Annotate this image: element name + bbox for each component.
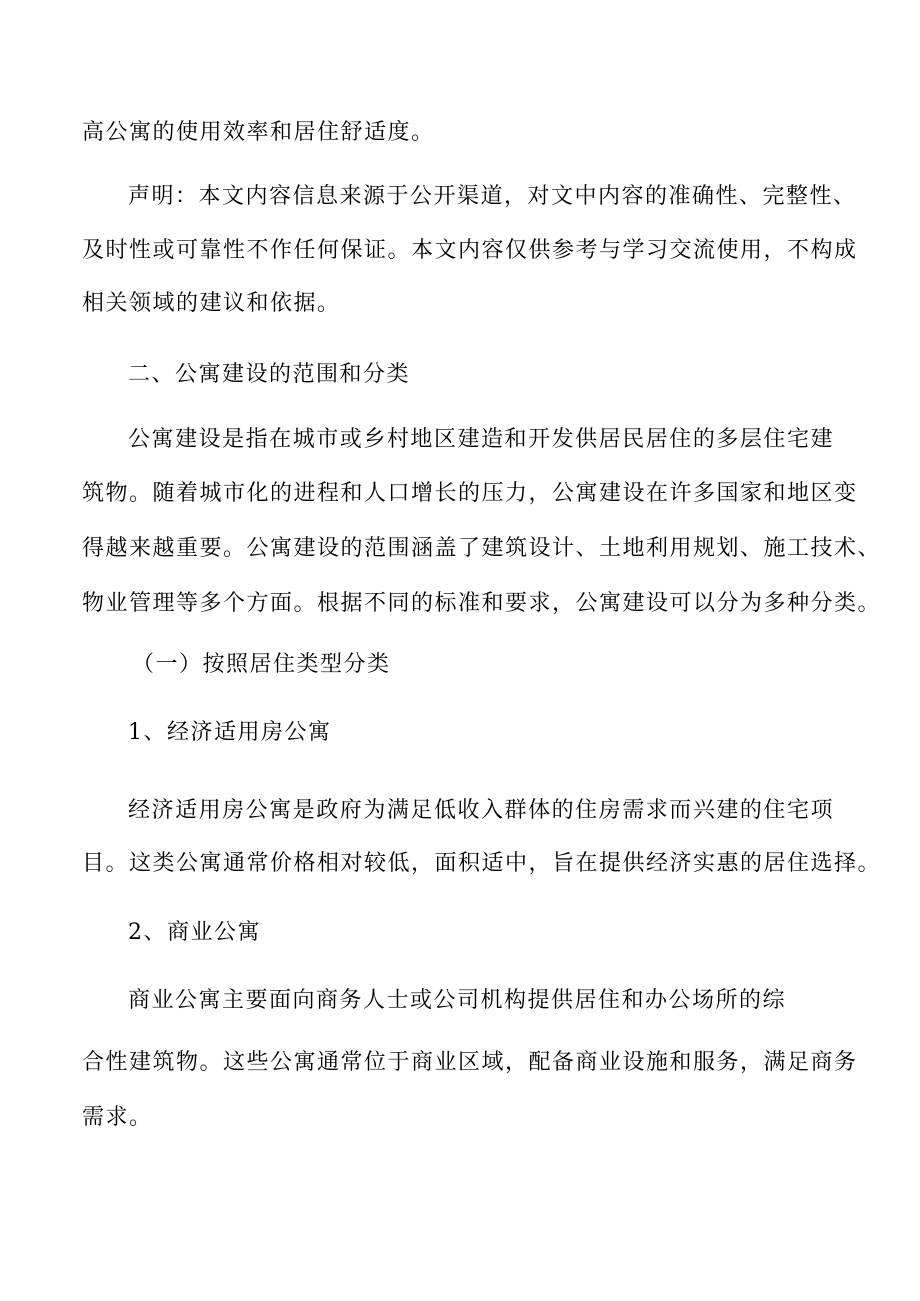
paragraph-line: 需求。	[82, 1105, 153, 1130]
item-heading: 1、经济适用房公寓	[128, 720, 332, 745]
paragraph-line: 商业公寓主要面向商务人士或公司机构提供居住和办公场所的综	[128, 988, 787, 1013]
paragraph-line: 得越来越重要。公寓建设的范围涵盖了建筑设计、土地利用规划、施工技术、	[82, 536, 882, 561]
paragraph-line: 合性建筑物。这些公寓通常位于商业区域，配备商业设施和服务，满足商务	[82, 1050, 858, 1075]
disclaimer-line: 声明：本文内容信息来源于公开渠道，对文中内容的准确性、完整性、	[128, 184, 857, 209]
sub-heading: （一）按照居住类型分类	[132, 652, 391, 677]
paragraph-line: 公寓建设是指在城市或乡村地区建造和开发供居民居住的多层住宅建	[128, 427, 834, 452]
paragraph-line: 筑物。随着城市化的进程和人口增长的压力，公寓建设在许多国家和地区变	[82, 481, 858, 506]
section-heading: 二、公寓建设的范围和分类	[128, 362, 411, 387]
paragraph-line: 物业管理等多个方面。根据不同的标准和要求，公寓建设可以分为多种分类。	[82, 591, 882, 616]
disclaimer-line: 相关领域的建议和依据。	[82, 291, 341, 316]
disclaimer-line: 及时性或可靠性不作任何保证。本文内容仅供参考与学习交流使用，不构成	[82, 238, 858, 263]
paragraph-line: 高公寓的使用效率和居住舒适度。	[82, 120, 435, 145]
paragraph-line: 经济适用房公寓是政府为满足低收入群体的住房需求而兴建的住宅项	[128, 798, 834, 823]
paragraph-line: 目。这类公寓通常价格相对较低，面积适中，旨在提供经济实惠的居住选择。	[82, 851, 882, 876]
item-heading: 2、商业公寓	[128, 920, 261, 945]
